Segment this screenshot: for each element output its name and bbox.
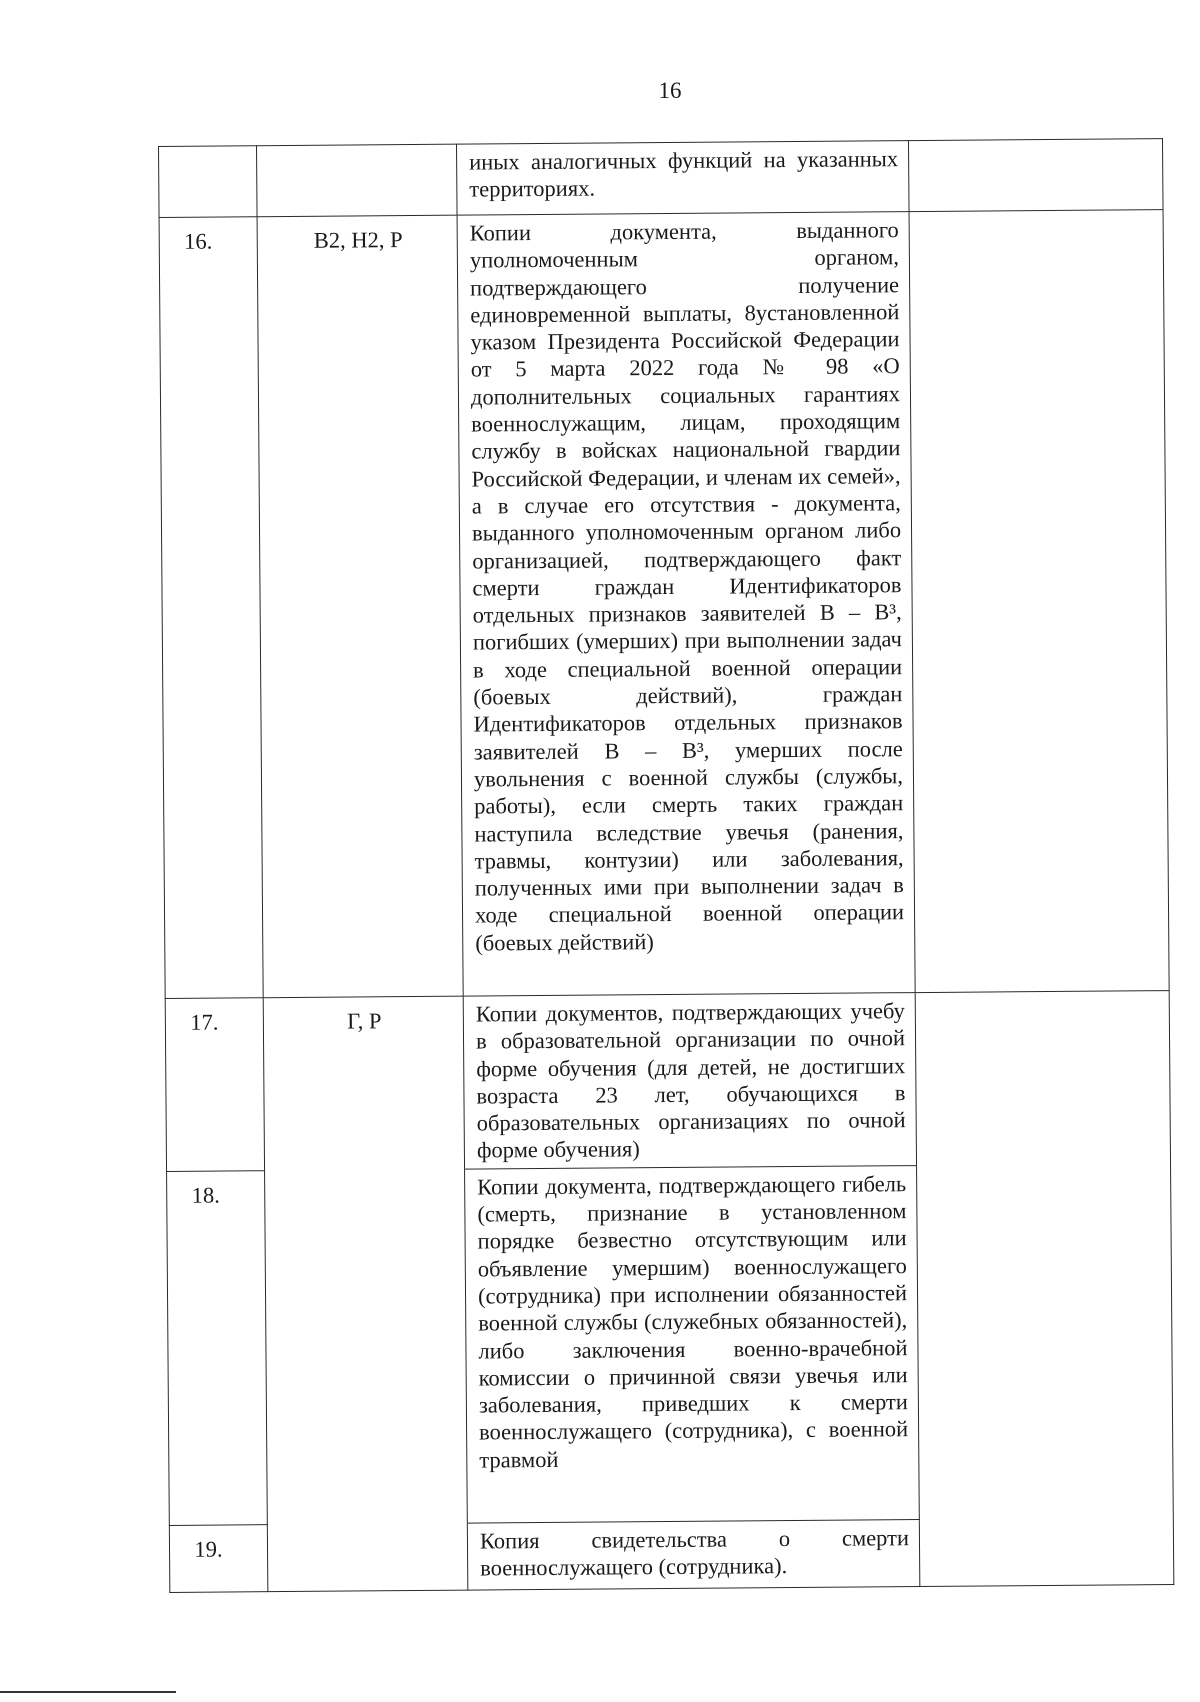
description-text: Копии документа, выданного уполномоченным органом, подтверждающего получение единовременной выплаты, 8установленной указом Президента Российской Федерации от 5 марта 2022 года № 98 «О дополнительных социальных гарантиях военнослужащим, лицам, проходящим службу в войсках национальной гвардии Российской Федерации, и членам их семей», а в случае его отсутствия - документа, выданного уполномоченным органом либо организацией, подтверждающего факт смерти граждан Идентификаторов отдельных признаков заявителей В – В³, погибших (умерших) при выполнении задач в ходе специальной военной операции (боевых действий), граждан Идентификаторов отдельных признаков заявителей В – В³, умерших после увольнения с военной службы (службы, работы), если смерть таких граждан наступила вследствие увечья (ранения, травмы, контузии) или заболевания, полученных ими при выполнении задач в ходе специальной военной операции (боевых действий) [469, 217, 905, 956]
description-text: Копии документа, подтверждающего гибель (смерть, признание в установленном порядке безвестно отсутствующим или объявление умершим) военнослужащего (сотрудника) при исполнении обязанностей военной службы (служебных обязанностей), либо заключения военно-врачебной комиссии о причинной связи увечья или заболевания, приведших к смерти военнослужащего (сотрудника), с военной травмой [477, 1170, 909, 1473]
table-row [169, 1517, 1173, 1592]
cell-code [267, 1523, 468, 1592]
row-number: 16. [184, 228, 213, 254]
cell-empty [909, 210, 1169, 993]
row-number: 17. [190, 1009, 219, 1035]
cell-code [257, 144, 458, 217]
cell-description [467, 1519, 920, 1590]
cell-code [263, 996, 464, 1170]
page-number: 16 [658, 78, 682, 103]
cell-description [465, 1165, 920, 1523]
table-row-continuation [159, 139, 1164, 218]
cell-description [456, 141, 909, 216]
documents-table [158, 138, 1174, 1593]
cell-empty [915, 991, 1170, 1166]
description-text: иных аналогичных функций на указанных территориях. [469, 146, 899, 202]
table-row [165, 991, 1170, 1172]
cell-code [265, 1169, 468, 1525]
cell-number [159, 146, 258, 218]
description-text: Копии документов, подтверждающих учебу в образовательной организации по очной форме обучения (для детей, не достигших возраста 23 лет, обучающихся в образовательных организациях по очной форме обучения) [475, 998, 906, 1164]
cell-code [257, 215, 463, 998]
row-number: 18. [191, 1182, 220, 1208]
description-text: Копия свидетельства о смерти военнослужащего (сотрудника). [479, 1524, 910, 1581]
cell-empty [917, 1163, 1174, 1519]
cell-description [463, 993, 916, 1169]
cell-empty [908, 139, 1163, 212]
applicant-code: В2, Н2, Р [313, 227, 403, 253]
cell-description [457, 212, 915, 997]
cell-empty [919, 1517, 1174, 1586]
cell-number [159, 217, 263, 999]
table-row [159, 210, 1169, 999]
cell-number [169, 1524, 268, 1592]
row-number: 19. [194, 1536, 223, 1562]
cell-number [165, 998, 264, 1172]
scan-edge-mark [0, 1691, 176, 1693]
cell-number [167, 1170, 268, 1525]
applicant-code: Г, Р [347, 1008, 382, 1034]
table-row [167, 1163, 1174, 1525]
